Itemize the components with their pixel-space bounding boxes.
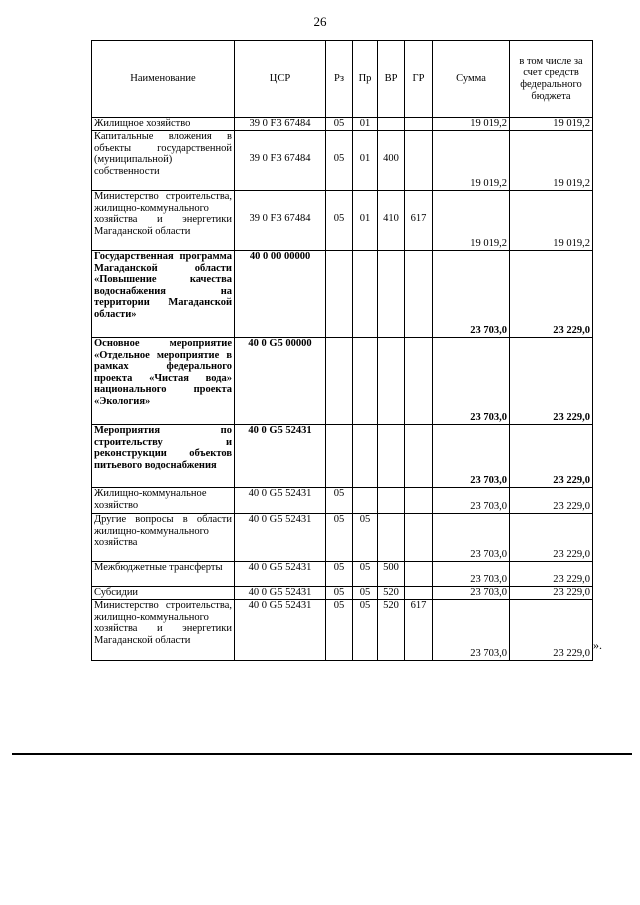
cell-pr: [353, 425, 378, 488]
table-row: [92, 131, 593, 191]
cell-federal: 23 229,0: [510, 338, 593, 425]
cell-name: Основное мероприятие «Отдельное мероприятие в рамках федерального проекта «Чистая вода» национального проекта «Экология»: [92, 338, 235, 425]
cell-sum: 19 019,2: [433, 118, 510, 131]
cell-pr: 05: [353, 514, 378, 562]
cell-vr: [378, 251, 405, 338]
cell-vr: 520: [378, 600, 405, 661]
cell-rz: 05: [326, 514, 353, 562]
header-vr: ВР: [378, 41, 405, 118]
cell-csr: 39 0 F3 67484: [235, 191, 326, 251]
cell-gr: [405, 118, 433, 131]
header-csr: ЦСР: [235, 41, 326, 118]
cell-pr: 05: [353, 587, 378, 600]
cell-csr: 40 0 00 00000: [235, 251, 326, 338]
header-gr: ГР: [405, 41, 433, 118]
cell-vr: 500: [378, 562, 405, 587]
cell-sum: 23 703,0: [433, 425, 510, 488]
cell-pr: [353, 338, 378, 425]
cell-name: Жилищное хозяйство: [92, 118, 235, 131]
cell-csr: 40 0 G5 52431: [235, 425, 326, 488]
header-pr: Пр: [353, 41, 378, 118]
cell-sum: 19 019,2: [433, 131, 510, 191]
cell-federal: 19 019,2: [510, 118, 593, 131]
cell-csr: 40 0 G5 52431: [235, 600, 326, 661]
cell-sum: 23 703,0: [433, 338, 510, 425]
cell-gr: [405, 251, 433, 338]
cell-vr: 400: [378, 131, 405, 191]
cell-vr: [378, 488, 405, 514]
cell-gr: [405, 338, 433, 425]
table-row: [92, 514, 593, 562]
cell-gr: [405, 488, 433, 514]
cell-csr: 39 0 F3 67484: [235, 131, 326, 191]
cell-federal: 23 229,0: [510, 514, 593, 562]
cell-rz: [326, 425, 353, 488]
cell-federal: 23 229,0: [510, 488, 593, 514]
cell-vr: [378, 118, 405, 131]
cell-pr: 01: [353, 191, 378, 251]
table-header-row: [92, 41, 593, 118]
bottom-divider: [12, 753, 632, 755]
cell-federal: 19 019,2: [510, 131, 593, 191]
cell-name: Министерство строительства, жилищно-коммунального хозяйства и энергетики Магаданской области: [92, 191, 235, 251]
budget-table: [91, 40, 593, 661]
cell-rz: 05: [326, 488, 353, 514]
cell-csr: 40 0 G5 52431: [235, 587, 326, 600]
table-row: [92, 587, 593, 600]
cell-sum: 23 703,0: [433, 587, 510, 600]
cell-gr: [405, 514, 433, 562]
cell-rz: 05: [326, 191, 353, 251]
cell-csr: 40 0 G5 52431: [235, 514, 326, 562]
table-row: [92, 118, 593, 131]
cell-pr: 05: [353, 600, 378, 661]
page-number: 26: [313, 14, 327, 29]
cell-sum: 23 703,0: [433, 562, 510, 587]
cell-name: Межбюджетные трансферты: [92, 562, 235, 587]
header-sum: Сумма: [433, 41, 510, 118]
cell-sum: 19 019,2: [433, 191, 510, 251]
cell-federal: 23 229,0: [510, 600, 593, 661]
cell-rz: 05: [326, 562, 353, 587]
cell-name: Государственная программа Магаданской области «Повышение качества водоснабжения на территории Магаданской области»: [92, 251, 235, 338]
header-rz: Рз: [326, 41, 353, 118]
cell-pr: [353, 488, 378, 514]
table-row: [92, 191, 593, 251]
cell-name: Мероприятия по строительству и реконструкции объектов питьевого водоснабжения: [92, 425, 235, 488]
cell-gr: [405, 587, 433, 600]
cell-name: Жилищно-коммунальное хозяйство: [92, 488, 235, 514]
closing-quote-mark: ».: [593, 638, 602, 652]
cell-sum: 23 703,0: [433, 600, 510, 661]
cell-vr: 410: [378, 191, 405, 251]
header-federal: в том числе за счет средств федерального бюджета: [510, 41, 593, 118]
cell-vr: [378, 514, 405, 562]
cell-name: Министерство строительства, жилищно-коммунального хозяйства и энергетики Магаданской области: [92, 600, 235, 661]
table-row: [92, 251, 593, 338]
cell-gr: 617: [405, 191, 433, 251]
header-name: Наименование: [92, 41, 235, 118]
cell-rz: 05: [326, 587, 353, 600]
cell-sum: 23 703,0: [433, 514, 510, 562]
cell-pr: 01: [353, 131, 378, 191]
table-row: [92, 600, 593, 661]
cell-rz: 05: [326, 131, 353, 191]
cell-vr: [378, 425, 405, 488]
cell-vr: 520: [378, 587, 405, 600]
cell-rz: 05: [326, 600, 353, 661]
cell-federal: 23 229,0: [510, 562, 593, 587]
cell-gr: 617: [405, 600, 433, 661]
cell-federal: 23 229,0: [510, 425, 593, 488]
table-row: [92, 488, 593, 514]
cell-rz: [326, 251, 353, 338]
cell-federal: 23 229,0: [510, 251, 593, 338]
cell-pr: 05: [353, 562, 378, 587]
cell-pr: 01: [353, 118, 378, 131]
cell-vr: [378, 338, 405, 425]
cell-name: Другие вопросы в области жилищно-коммунального хозяйства: [92, 514, 235, 562]
cell-federal: 19 019,2: [510, 191, 593, 251]
cell-pr: [353, 251, 378, 338]
cell-federal: 23 229,0: [510, 587, 593, 600]
cell-csr: 40 0 G5 52431: [235, 562, 326, 587]
cell-sum: 23 703,0: [433, 488, 510, 514]
cell-gr: [405, 131, 433, 191]
table-row: [92, 562, 593, 587]
cell-gr: [405, 562, 433, 587]
cell-sum: 23 703,0: [433, 251, 510, 338]
cell-rz: 05: [326, 118, 353, 131]
cell-csr: 40 0 G5 00000: [235, 338, 326, 425]
table-row: [92, 338, 593, 425]
cell-gr: [405, 425, 433, 488]
cell-rz: [326, 338, 353, 425]
cell-name: Субсидии: [92, 587, 235, 600]
cell-name: Капитальные вложения в объекты государственной (муниципальной) собственности: [92, 131, 235, 191]
cell-csr: 40 0 G5 52431: [235, 488, 326, 514]
table-row: [92, 425, 593, 488]
cell-csr: 39 0 F3 67484: [235, 118, 326, 131]
